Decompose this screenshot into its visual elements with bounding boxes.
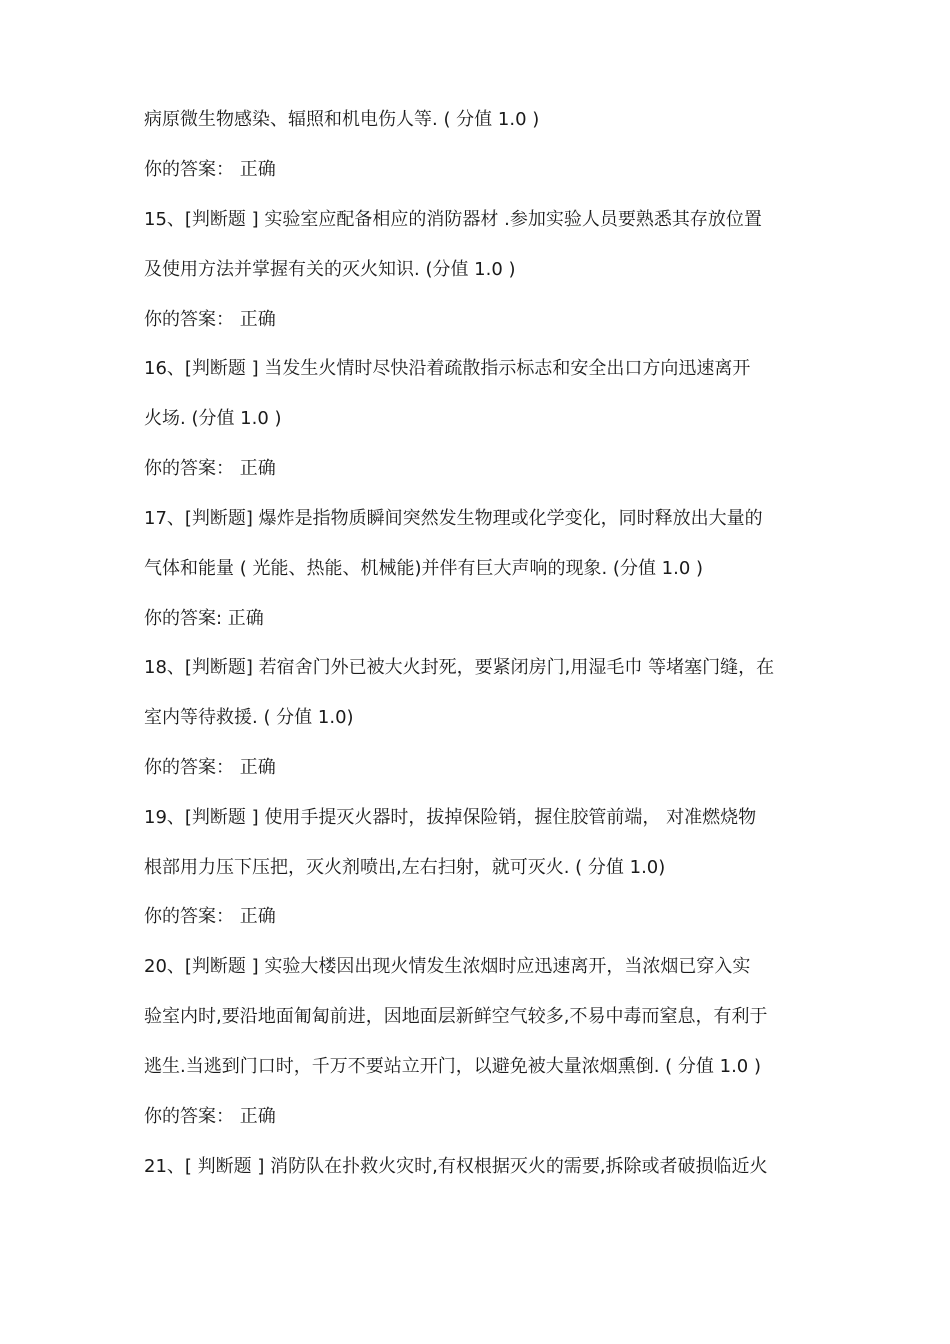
question-19-text-continued: 根部用力压下压把，灭火剂喷出,左右扫射，就可灭火. ( 分值 1.0) xyxy=(144,857,666,878)
question-17-text: 17、[判断题] 爆炸是指物质瞬间突然发生物理或化学变化，同时释放出大量的 xyxy=(144,508,763,529)
question-20-text: 20、[判断题 ] 实验大楼因出现火情发生浓烟时应迅速离开，当浓烟已穿入实 xyxy=(144,956,751,977)
question-16-text: 16、[判断题 ] 当发生火情时尽快沿着疏散指示标志和安全出口方向迅速离开 xyxy=(144,358,751,379)
answer-15: 你的答案： 正确 xyxy=(144,309,276,330)
answer-19: 你的答案： 正确 xyxy=(144,906,276,927)
question-16-text-continued: 火场. (分值 1.0 ) xyxy=(144,408,282,429)
answer-16: 你的答案： 正确 xyxy=(144,458,276,479)
question-19-text: 19、[判断题 ] 使用手提灭火器时，拔掉保险销，握住胶管前端， 对准燃烧物 xyxy=(144,807,757,828)
question-15-text-continued: 及使用方法并掌握有关的灭火知识. (分值 1.0 ) xyxy=(144,259,516,280)
question-14-text-continued: 病原微生物感染、辐照和机电伤人等. ( 分值 1.0 ) xyxy=(144,109,540,130)
answer-20: 你的答案： 正确 xyxy=(144,1106,276,1127)
question-18-text: 18、[判断题] 若宿舍门外已被大火封死，要紧闭房门,用湿毛巾 等堵塞门缝，在 xyxy=(144,657,775,678)
question-18-text-continued: 室内等待救援. ( 分值 1.0) xyxy=(144,707,354,728)
answer-18: 你的答案： 正确 xyxy=(144,757,276,778)
question-20-text-continued: 验室内时,要沿地面匍匐前进，因地面层新鲜空气较多,不易中毒而窒息，有利于 xyxy=(144,1006,768,1027)
question-20-text-continued-2: 逃生.当逃到门口时，千万不要站立开门，以避免被大量浓烟熏倒. ( 分值 1.0 ) xyxy=(144,1056,761,1077)
question-15-text: 15、[判断题 ] 实验室应配备相应的消防器材 .参加实验人员要熟悉其存放位置 xyxy=(144,209,762,230)
question-17-text-continued: 气体和能量 ( 光能、热能、机械能)并伴有巨大声响的现象. (分值 1.0 ) xyxy=(144,558,704,579)
question-21-text: 21、[ 判断题 ] 消防队在扑救火灾时,有权根据灭火的需要,拆除或者破损临近火 xyxy=(144,1156,768,1177)
answer-17: 你的答案: 正确 xyxy=(144,608,264,629)
answer-14: 你的答案： 正确 xyxy=(144,159,276,180)
